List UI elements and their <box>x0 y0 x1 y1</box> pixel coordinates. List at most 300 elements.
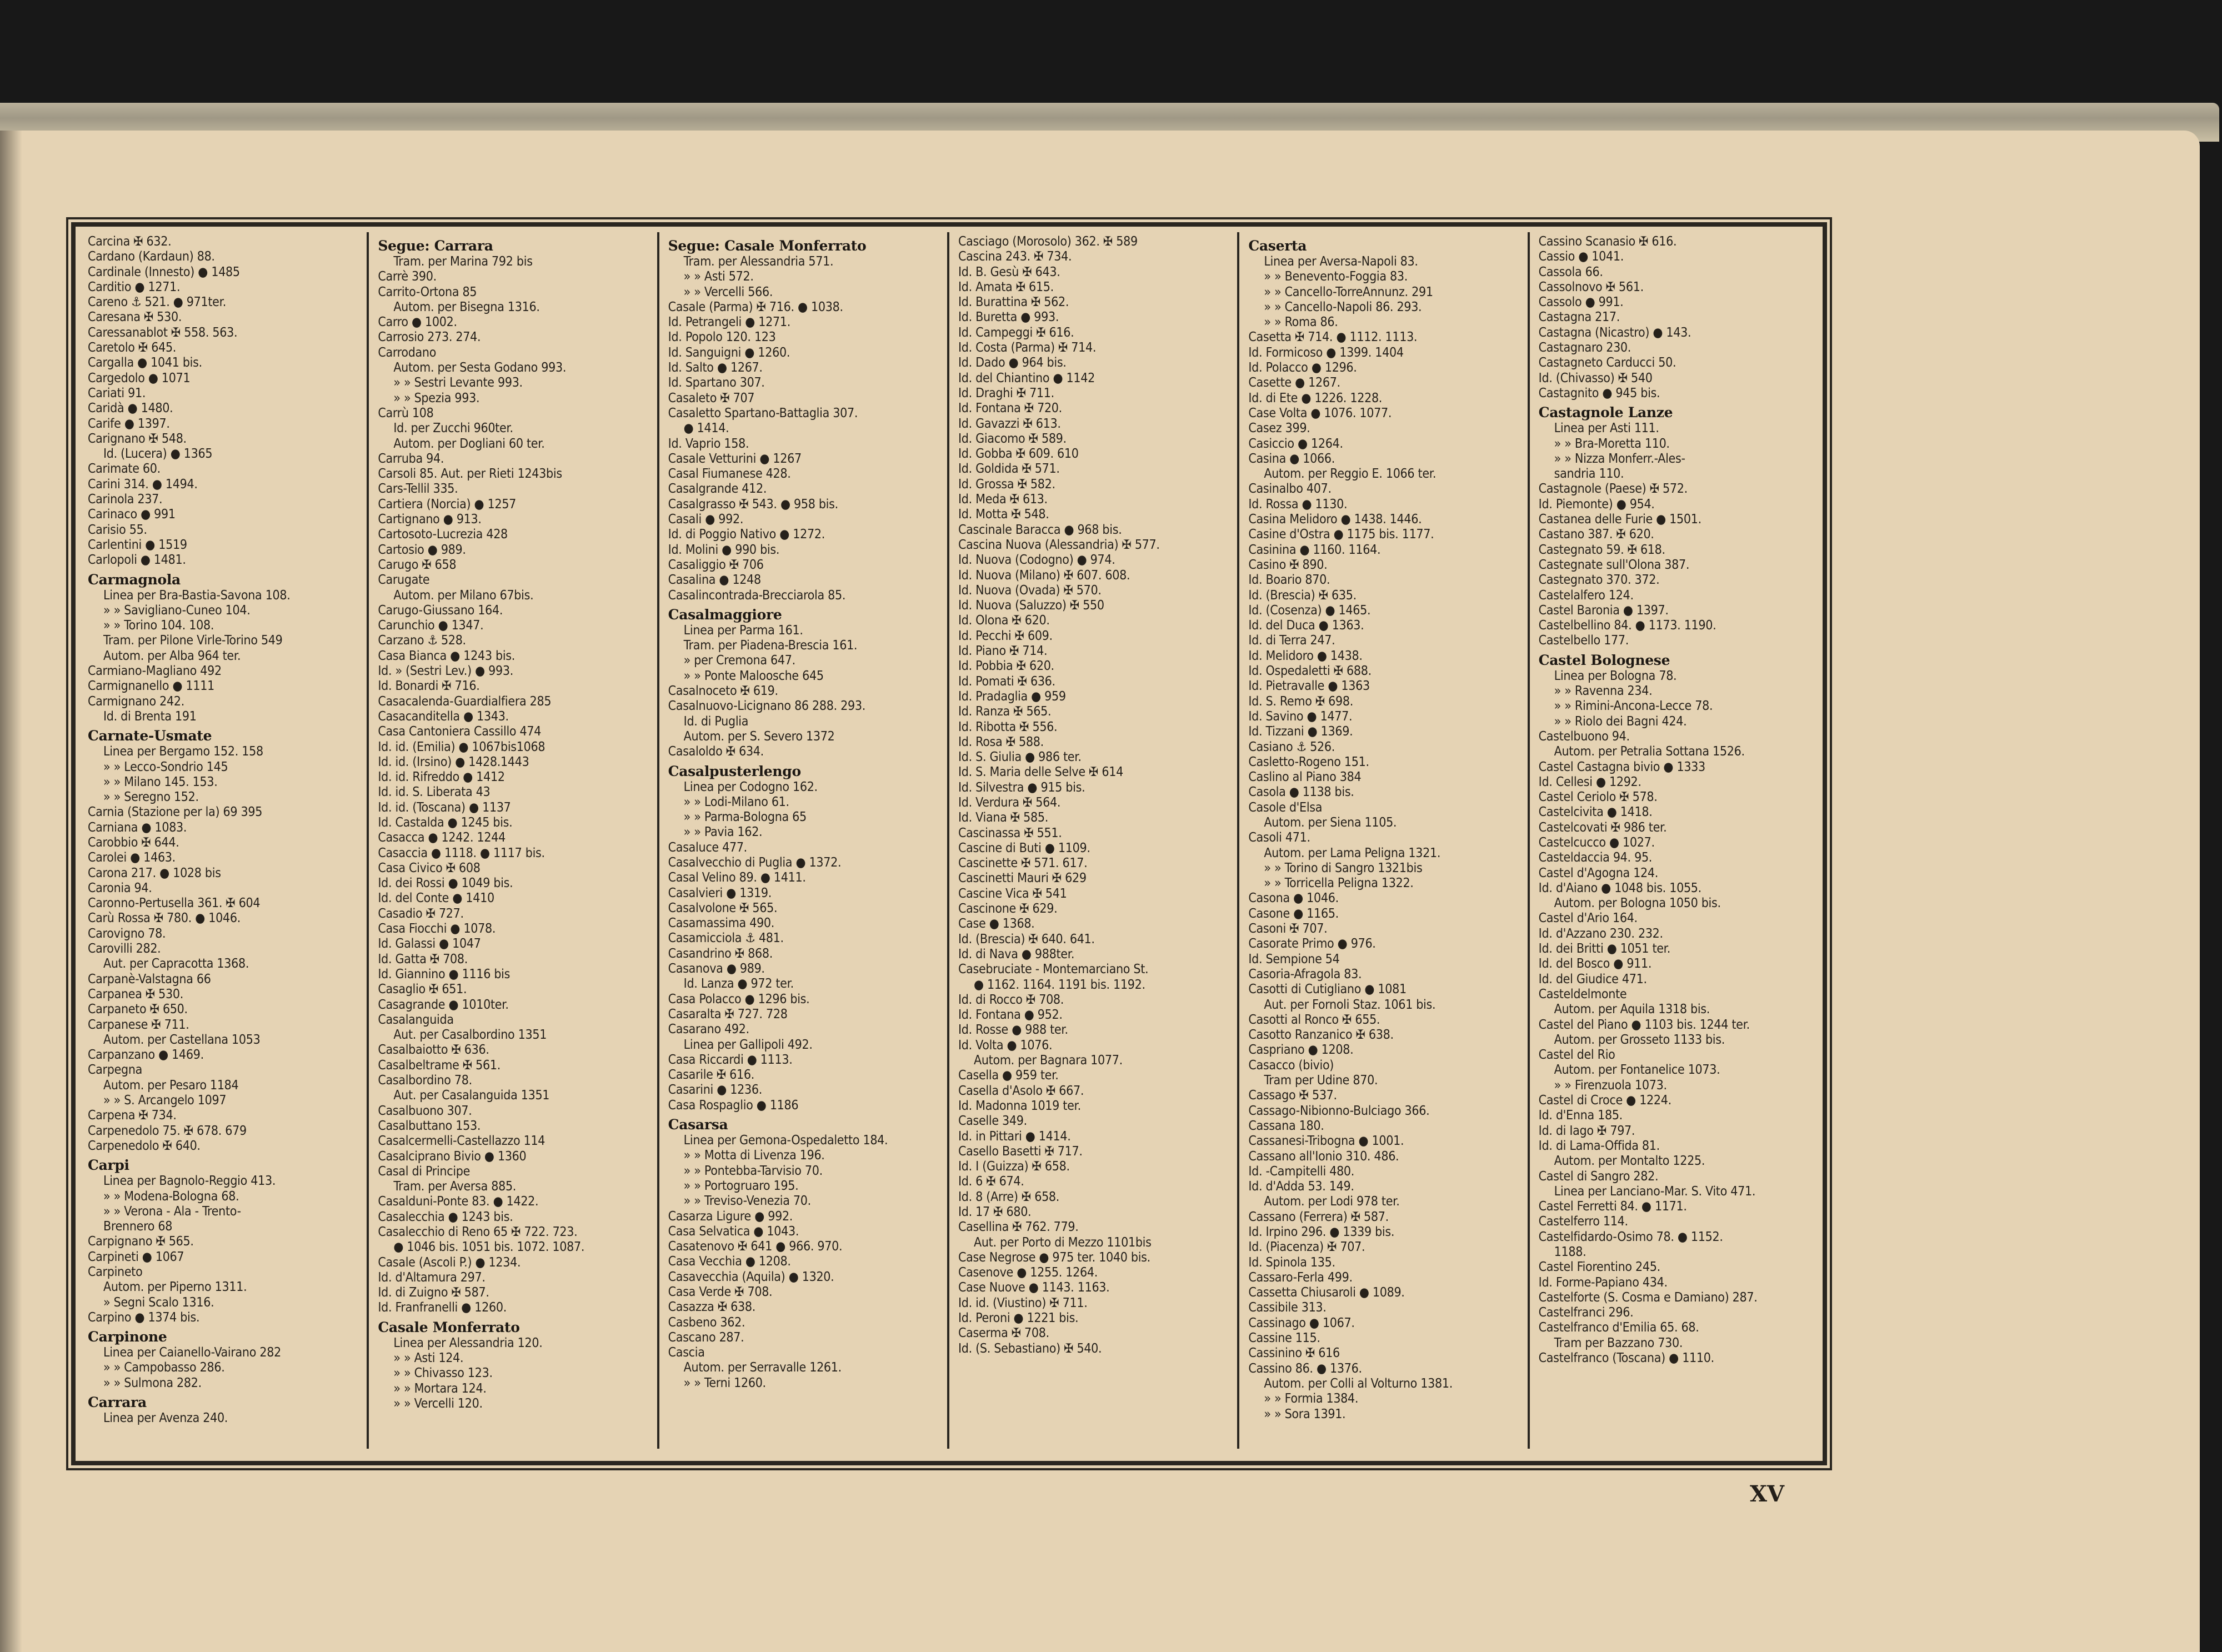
index-entry: Castel d'Agogna 124. <box>1538 865 1659 880</box>
index-entry: Id. Meda ✠ 613. <box>958 492 1048 507</box>
index-entry: Casaliggio ✠ 706 <box>668 557 764 572</box>
index-entry: Id. Irpino 296. ● 1339 bis. <box>1248 1225 1395 1239</box>
index-entry: Cassaro-Ferla 499. <box>1248 1270 1353 1285</box>
index-entry: Casaralta ✠ 727. 728 <box>668 1007 788 1022</box>
index-entry: Id. Popolo 120. 123 <box>668 330 776 345</box>
index-entry: Casalciprano Bivio ● 1360 <box>378 1149 527 1164</box>
index-entry: Id. Forme-Papiano 434. <box>1538 1275 1668 1290</box>
index-entry: Linea per Caianello-Vairano 282 <box>103 1345 281 1360</box>
index-entry: Id. Spartano 307. <box>668 376 765 391</box>
index-entry: Castelfranci 296. <box>1538 1305 1634 1320</box>
index-entry: Id. Nuova (Milano) ✠ 607. 608. <box>958 568 1130 583</box>
index-entry: Id. (Lucera) ● 1365 <box>103 447 213 462</box>
index-entry: » » Benevento-Foggia 83. <box>1264 269 1408 284</box>
index-entry: Casorate Primo ● 976. <box>1248 937 1376 952</box>
index-entry: Autom. per Petralia Sottana 1526. <box>1554 744 1745 759</box>
index-entry: Cassetta Chiusaroli ● 1089. <box>1248 1285 1405 1300</box>
index-entry: Id. Ribotta ✠ 556. <box>958 719 1058 734</box>
index-entry: Id. (Cosenza) ● 1465. <box>1248 603 1371 618</box>
index-heading: Casalmaggiore <box>668 606 782 623</box>
index-entry: Carpineti ● 1067 <box>88 1249 184 1264</box>
index-entry: » » Ponte Maloosche 645 <box>683 668 824 683</box>
index-entry: sandria 110. <box>1554 467 1624 482</box>
index-entry: Id. (Chivasso) ✠ 540 <box>1538 371 1653 386</box>
index-entry: Cardano (Kardaun) 88. <box>88 249 215 264</box>
index-entry: Carpanzano ● 1469. <box>88 1048 204 1063</box>
index-entry: » » S. Arcangelo 1097 <box>103 1093 227 1108</box>
index-entry: Castegnato 370. 372. <box>1538 573 1660 588</box>
index-entry: Id. id. Rifreddo ● 1412 <box>378 770 505 785</box>
index-entry: » » Asti 124. <box>393 1351 464 1366</box>
index-entry: Carditio ● 1271. <box>88 279 181 294</box>
index-entry: Linea per Gemona-Ospedaletto 184. <box>683 1133 888 1148</box>
index-entry: Castel d'Ario 164. <box>1538 911 1638 926</box>
index-entry: Casotti di Cutigliano ● 1081 <box>1248 982 1407 997</box>
index-entry: » » Bra-Moretta 110. <box>1554 436 1670 451</box>
index-entry: Casoli 471. <box>1248 830 1310 845</box>
index-entry: Castanea delle Furie ● 1501. <box>1538 512 1701 527</box>
index-entry: Case Volta ● 1076. 1077. <box>1248 406 1392 420</box>
index-entry: Casalecchio di Reno 65 ✠ 722. 723. <box>378 1225 578 1239</box>
index-entry: Id. Buretta ● 993. <box>958 310 1059 325</box>
index-entry: Casanova ● 989. <box>668 962 765 977</box>
index-entry: » » Asti 572. <box>683 269 754 284</box>
index-entry: Id. Savino ● 1477. <box>1248 709 1353 724</box>
index-entry: Casina ● 1066. <box>1248 451 1335 466</box>
index-entry: Id. Fontana ✠ 720. <box>958 401 1062 416</box>
index-entry: Castelfranco d'Emilia 65. 68. <box>1538 1320 1699 1335</box>
index-entry: » Segni Scalo 1316. <box>103 1295 214 1310</box>
index-entry: Cassanesi-Tribogna ● 1001. <box>1248 1134 1404 1149</box>
index-entry: Casacca ● 1242. 1244 <box>378 830 506 845</box>
index-entry: Castagneto Carducci 50. <box>1538 356 1676 371</box>
index-entry: Casaglio ✠ 651. <box>378 982 467 997</box>
index-entry: Id. Giacomo ✠ 589. <box>958 431 1067 446</box>
index-entry: Id. Rosa ✠ 588. <box>958 734 1044 749</box>
index-entry: Id. S. Maria delle Selve ✠ 614 <box>958 765 1123 780</box>
index-entry: Tram. per Piadena-Brescia 161. <box>683 638 858 653</box>
index-column-2 <box>367 232 657 1449</box>
index-entry: Cassola 66. <box>1538 264 1603 279</box>
index-entry: Castel Ceriolo ✠ 578. <box>1538 790 1658 805</box>
index-entry: Id. S. Giulia ● 986 ter. <box>958 750 1082 765</box>
index-entry: Carugate <box>378 573 430 588</box>
index-entry: Castelbellino 84. ● 1173. 1190. <box>1538 618 1716 633</box>
index-entry: Autom. per Dogliani 60 ter. <box>393 436 545 451</box>
index-entry: » » Cancello-Napoli 86. 293. <box>1264 299 1422 314</box>
index-entry: Aut. per Porto di Mezzo 1101bis <box>973 1235 1152 1250</box>
page-number: XV <box>1750 1481 1785 1507</box>
index-entry: Casa Riccardi ● 1113. <box>668 1052 793 1067</box>
index-entry: Casbeno 362. <box>668 1315 745 1330</box>
index-entry: Castano 387. ✠ 620. <box>1538 527 1654 542</box>
index-entry: Id. Fontana ● 952. <box>958 1008 1063 1023</box>
index-entry: Casalbuttano 153. <box>378 1118 481 1133</box>
index-entry: Id. Castalda ● 1245 bis. <box>378 815 513 830</box>
index-entry: Carpenedolo ✠ 640. <box>88 1138 201 1153</box>
index-entry: Cascine Vica ✠ 541 <box>958 886 1067 901</box>
index-entry: Cassolnovo ✠ 561. <box>1538 279 1644 294</box>
index-entry: » » Vercelli 120. <box>393 1396 483 1411</box>
index-entry: Tram. per Pilone Virle-Torino 549 <box>103 633 283 648</box>
index-entry: Carinola 237. <box>88 492 163 507</box>
index-entry: Caronia 94. <box>88 880 152 895</box>
index-entry: Casa Verde ✠ 708. <box>668 1285 773 1299</box>
index-entry: Casine d'Ostra ● 1175 bis. 1177. <box>1248 527 1434 542</box>
index-entry: Tram per Bazzano 730. <box>1554 1335 1683 1350</box>
index-entry: Castagnole (Paese) ✠ 572. <box>1538 482 1688 497</box>
index-entry: » » Modena-Bologna 68. <box>103 1189 239 1204</box>
index-entry: Casteldaccia 94. 95. <box>1538 850 1653 865</box>
index-entry: Id. di Puglia <box>683 714 749 729</box>
index-entry: Id. Olona ✠ 620. <box>958 613 1050 628</box>
index-entry: Id. id. (Toscana) ● 1137 <box>378 800 511 815</box>
index-entry: Id. Goldida ✠ 571. <box>958 462 1060 477</box>
index-entry: Casalvecchio di Puglia ● 1372. <box>668 855 842 870</box>
index-entry: Id. Molini ● 990 bis. <box>668 542 780 557</box>
index-entry: Carmiano-Magliano 492 <box>88 664 222 679</box>
index-entry: Carunchio ● 1347. <box>378 618 484 633</box>
index-entry: Linea per Bagnolo-Reggio 413. <box>103 1174 276 1189</box>
index-entry: Id. » (Sestri Lev.) ● 993. <box>378 664 514 679</box>
index-entry: Id. Bonardi ✠ 716. <box>378 679 480 694</box>
index-entry: Id. Sanguigni ● 1260. <box>668 345 790 360</box>
index-entry: Id. Pobbia ✠ 620. <box>958 659 1054 674</box>
index-entry: Id. Dado ● 964 bis. <box>958 356 1067 371</box>
index-entry: Carlentini ● 1519 <box>88 537 187 552</box>
index-entry: Cascia <box>668 1345 705 1360</box>
index-entry: Casola ● 1138 bis. <box>1248 785 1354 800</box>
index-entry: Casa Vecchia ● 1208. <box>668 1254 791 1269</box>
index-entry: Casacalenda-Guardialfiera 285 <box>378 694 552 709</box>
index-entry: Cascinone ✠ 629. <box>958 902 1058 917</box>
index-entry: Autom. per Sesta Godano 993. <box>393 361 567 376</box>
index-heading: Caserta <box>1248 238 1307 254</box>
index-entry: Linea per Lanciano-Mar. S. Vito 471. <box>1554 1184 1756 1199</box>
index-entry: » » Savigliano-Cuneo 104. <box>103 603 251 618</box>
index-entry: Id. Salto ● 1267. <box>668 361 763 376</box>
index-entry: Id. Gobba ✠ 609. 610 <box>958 447 1079 462</box>
index-entry: Id. di Brenta 191 <box>103 709 197 724</box>
index-entry: » » Pontebba-Tarvisio 70. <box>683 1163 823 1178</box>
index-entry: Casadio ✠ 727. <box>378 906 464 921</box>
index-entry: Cassibile 313. <box>1248 1300 1327 1315</box>
index-entry: Id. Rosse ● 988 ter. <box>958 1023 1068 1038</box>
index-entry: Id. Polacco ● 1296. <box>1248 361 1357 376</box>
index-entry: Cascinale Baracca ● 968 bis. <box>958 522 1122 537</box>
index-entry: Id. S. Remo ✠ 698. <box>1248 694 1353 709</box>
index-entry: Castelfidardo-Osimo 78. ● 1152. <box>1538 1229 1723 1244</box>
index-entry: Carruba 94. <box>378 451 444 466</box>
index-entry: Linea per Aversa-Napoli 83. <box>1264 254 1418 269</box>
index-entry: Id. Cellesi ● 1292. <box>1538 774 1642 789</box>
index-entry: » per Cremona 647. <box>683 653 795 668</box>
index-entry: Casalduni-Ponte 83. ● 1422. <box>378 1194 539 1209</box>
index-entry: Carinaco ● 991 <box>88 507 176 522</box>
index-entry: » » Verona - Ala - Trento- <box>103 1204 241 1219</box>
index-entry: Tram. per Marina 792 bis <box>393 254 533 269</box>
index-entry: Caserma ✠ 708. <box>958 1326 1049 1341</box>
index-entry: Carrodano <box>378 345 437 360</box>
index-entry: Careno ⚓ 521. ● 971ter. <box>88 295 226 310</box>
index-entry: Castagnito ● 945 bis. <box>1538 386 1660 401</box>
index-entry: Casarza Ligure ● 992. <box>668 1209 793 1224</box>
index-entry: Id. Pietravalle ● 1363 <box>1248 679 1370 694</box>
index-entry: Casoria-Afragola 83. <box>1248 967 1362 982</box>
index-entry: Casotti al Ronco ✠ 655. <box>1248 1012 1380 1027</box>
index-entry: Id. Rossa ● 1130. <box>1248 497 1348 512</box>
index-entry: Autom. per Piperno 1311. <box>103 1280 247 1295</box>
index-entry: Carpanese ✠ 711. <box>88 1017 189 1032</box>
index-entry: Cassio ● 1041. <box>1538 249 1624 264</box>
index-heading: Carpinone <box>88 1329 167 1345</box>
index-entry: ● 1162. 1164. 1191 bis. 1192. <box>973 977 1145 992</box>
index-entry: Id. Amata ✠ 615. <box>958 279 1054 294</box>
index-entry: Casalbeltrame ✠ 561. <box>378 1058 501 1073</box>
index-entry: Id. Sempione 54 <box>1248 952 1340 967</box>
index-entry: Casalbuono 307. <box>378 1103 472 1118</box>
index-column-1 <box>79 232 367 1449</box>
index-entry: Id. Motta ✠ 548. <box>958 507 1049 522</box>
index-entry: Id. del Giudice 471. <box>1538 972 1647 987</box>
index-entry: Castelbuono 94. <box>1538 729 1630 744</box>
index-entry: Castelfranco (Toscana) ● 1110. <box>1538 1351 1714 1366</box>
index-entry: Carrosio 273. 274. <box>378 330 481 345</box>
index-entry: Autom. per Bologna 1050 bis. <box>1554 896 1721 911</box>
index-entry: Caronno-Pertusella 361. ✠ 604 <box>88 896 261 911</box>
index-entry: Cassana 180. <box>1248 1118 1324 1133</box>
index-entry: Casellina ✠ 762. 779. <box>958 1220 1079 1235</box>
index-heading: Segue: Carrara <box>378 238 493 254</box>
spine-shadow <box>0 131 22 1652</box>
index-heading: Carpi <box>88 1157 129 1174</box>
index-entry: Id. Piano ✠ 714. <box>958 644 1048 659</box>
index-entry: Autom. per Bagnara 1077. <box>973 1053 1123 1068</box>
index-entry: Aut. per Capracotta 1368. <box>103 957 249 972</box>
index-entry: Id. Burattina ✠ 562. <box>958 295 1069 310</box>
index-entry: Cardinale (Innesto) ● 1485 <box>88 264 240 279</box>
index-entry: » » Portogruaro 195. <box>683 1178 799 1193</box>
index-entry: Cartiera (Norcia) ● 1257 <box>378 497 517 512</box>
index-entry: Id. Draghi ✠ 711. <box>958 386 1054 401</box>
index-entry: Id. in Pittari ● 1414. <box>958 1129 1071 1144</box>
index-entry: Carini 314. ● 1494. <box>88 477 198 492</box>
index-entry: Casavecchia (Aquila) ● 1320. <box>668 1269 834 1284</box>
index-entry: Casa Cantoniera Cassillo 474 <box>378 724 542 739</box>
index-entry: Id. 17 ✠ 680. <box>958 1205 1032 1219</box>
index-entry: Carpino ● 1374 bis. <box>88 1310 200 1325</box>
index-entry: » » Mortara 124. <box>393 1381 487 1396</box>
index-entry: Carpaneto ✠ 650. <box>88 1002 188 1017</box>
index-entry: Cassino Scanasio ✠ 616. <box>1538 234 1677 249</box>
index-entry: Id. Spinola 135. <box>1248 1255 1335 1270</box>
index-entry: Id. Franfranelli ● 1260. <box>378 1300 507 1315</box>
index-entry: Brennero 68 <box>103 1219 173 1234</box>
index-entry: Id. d'Altamura 297. <box>378 1270 486 1285</box>
index-entry: Caretolo ✠ 645. <box>88 341 177 356</box>
index-entry: Casteldelmonte <box>1538 987 1627 1002</box>
index-entry: » » Firenzuola 1073. <box>1554 1078 1667 1093</box>
index-entry: Tram. per Alessandria 571. <box>683 254 834 269</box>
index-entry: Casletto-Rogeno 151. <box>1248 754 1369 769</box>
index-entry: Casarini ● 1236. <box>668 1083 762 1098</box>
index-entry: Id. Formicoso ● 1399. 1404 <box>1248 345 1404 360</box>
index-entry: Castel Castagna bivio ● 1333 <box>1538 759 1705 774</box>
index-entry: » » Chivasso 123. <box>393 1366 493 1381</box>
index-entry: Autom. per Serravalle 1261. <box>683 1360 842 1375</box>
index-entry: Carù Rossa ✠ 780. ● 1046. <box>88 911 241 926</box>
index-entry: Casona ● 1046. <box>1248 891 1339 906</box>
index-entry: Tram. per Aversa 885. <box>393 1179 517 1194</box>
index-entry: Casamicciola ⚓ 481. <box>668 931 784 946</box>
index-entry: Casali ● 992. <box>668 512 744 527</box>
index-entry: Casalcermelli-Castellazzo 114 <box>378 1134 546 1149</box>
index-entry: Id. Pomati ✠ 636. <box>958 674 1055 689</box>
index-entry: Casaccia ● 1118. ● 1117 bis. <box>378 845 545 860</box>
index-entry: Id. (S. Sebastiano) ✠ 540. <box>958 1341 1102 1356</box>
index-entry: Cassolo ● 991. <box>1538 295 1624 310</box>
index-entry: Castagna 217. <box>1538 310 1620 325</box>
index-entry: Castel Ferretti 84. ● 1171. <box>1538 1199 1687 1214</box>
index-entry: Id. Tizzani ● 1369. <box>1248 724 1353 739</box>
index-entry: » » Vercelli 566. <box>683 284 773 299</box>
index-entry: Casina Melidoro ● 1438. 1446. <box>1248 512 1422 527</box>
index-entry: Casella ● 959 ter. <box>958 1068 1059 1083</box>
index-entry: Carmignano 242. <box>88 694 184 709</box>
index-entry: Carnia (Stazione per la) 69 395 <box>88 805 263 820</box>
index-entry: Cascinetti Mauri ✠ 629 <box>958 871 1087 886</box>
index-entry: Autom. per Lama Peligna 1321. <box>1264 845 1441 860</box>
index-heading: Casarsa <box>668 1117 728 1133</box>
index-entry: Linea per Bergamo 152. 158 <box>103 744 263 759</box>
index-entry: Carcina ✠ 632. <box>88 234 172 249</box>
index-entry: Casa Rospaglio ● 1186 <box>668 1098 799 1113</box>
index-columns <box>79 232 1818 1449</box>
index-entry: Linea per Avenza 240. <box>103 1411 228 1426</box>
index-entry: Casale (Parma) ✠ 716. ● 1038. <box>668 299 843 314</box>
index-entry: Cassago-Nibionno-Bulciago 366. <box>1248 1103 1430 1118</box>
index-entry: Autom. per Reggio E. 1066 ter. <box>1264 467 1437 482</box>
index-entry: Casebruciate - Montemarciano St. <box>958 962 1149 977</box>
index-heading: Casale Monferrato <box>378 1319 520 1335</box>
index-entry: Casiccio ● 1264. <box>1248 436 1343 451</box>
index-entry: Casale (Ascoli P.) ● 1234. <box>378 1255 521 1270</box>
index-entry: Id. Nuova (Codogno) ● 974. <box>958 553 1115 568</box>
index-entry: » » Lodi-Milano 61. <box>683 794 789 809</box>
index-entry: » » Formia 1384. <box>1264 1391 1359 1406</box>
index-entry: Tram per Udine 870. <box>1264 1073 1378 1088</box>
index-entry: » » Treviso-Venezia 70. <box>683 1194 811 1209</box>
index-entry: Cascano 287. <box>668 1330 744 1345</box>
index-entry: Id. Petrangeli ● 1271. <box>668 315 791 330</box>
index-entry: Casone ● 1165. <box>1248 906 1339 921</box>
index-entry: Aut. per Fornoli Staz. 1061 bis. <box>1264 997 1436 1012</box>
index-entry: Casello Basetti ✠ 717. <box>958 1144 1083 1159</box>
index-entry: Cassine 115. <box>1248 1331 1320 1346</box>
index-entry: Casino ✠ 890. <box>1248 557 1328 572</box>
index-entry: Autom. per Alba 964 ter. <box>103 648 241 663</box>
index-entry: Casa Selvatica ● 1043. <box>668 1224 799 1239</box>
index-entry: Casacco (bivio) <box>1248 1058 1334 1073</box>
index-entry: Casette ● 1267. <box>1248 376 1340 391</box>
index-entry: Carisio 55. <box>88 522 147 537</box>
index-entry: Carzano ⚓ 528. <box>378 633 466 648</box>
index-entry: Carpignano ✠ 565. <box>88 1234 194 1249</box>
index-entry: Aut. per Casalbordino 1351 <box>393 1028 547 1043</box>
index-entry: Casella d'Asolo ✠ 667. <box>958 1083 1084 1098</box>
index-entry: Id. Peroni ● 1221 bis. <box>958 1311 1079 1326</box>
index-entry: Linea per Bologna 78. <box>1554 668 1677 683</box>
index-entry: » » Torricella Peligna 1322. <box>1264 876 1414 891</box>
index-entry: » » Riolo dei Bagni 424. <box>1554 714 1687 729</box>
index-entry: Id. di Rocco ✠ 708. <box>958 992 1064 1007</box>
index-entry: » » Motta di Livenza 196. <box>683 1148 825 1163</box>
index-entry: Caslino al Piano 384 <box>1248 770 1362 785</box>
index-heading: Carnate-Usmate <box>88 728 212 744</box>
index-entry: Id. id. (Emilia) ● 1067bis1068 <box>378 739 546 754</box>
index-entry: Casalvolone ✠ 565. <box>668 900 778 915</box>
index-entry: Casatenovo ✠ 641 ● 966. 970. <box>668 1239 843 1254</box>
index-entry: » » Sestri Levante 993. <box>393 376 523 391</box>
index-entry: Carpegna <box>88 1063 143 1078</box>
index-heading: Segue: Casale Monferrato <box>668 238 867 254</box>
index-entry: Casarano 492. <box>668 1022 749 1037</box>
index-entry: Castel Fiorentino 245. <box>1538 1260 1660 1275</box>
index-entry: Id. Pradaglia ● 959 <box>958 689 1066 704</box>
index-entry: Casazza ✠ 638. <box>668 1300 755 1315</box>
index-entry: Id. Gatta ✠ 708. <box>378 952 468 967</box>
index-entry: Autom. per Montalto 1225. <box>1554 1154 1705 1169</box>
index-entry: Linea per Codogno 162. <box>683 779 818 794</box>
index-entry: Casarile ✠ 616. <box>668 1068 755 1083</box>
index-entry: Id. Ospedaletti ✠ 688. <box>1248 664 1372 679</box>
index-entry: Id. Gavazzi ✠ 613. <box>958 416 1061 431</box>
index-entry: Id. Verdura ✠ 564. <box>958 795 1061 810</box>
index-entry: Id. id. (Irsino) ● 1428.1443 <box>378 754 529 769</box>
index-heading: Casalpusterlengo <box>668 763 801 779</box>
index-entry: Autom. per Milano 67bis. <box>393 588 534 603</box>
index-entry: Cascinassa ✠ 551. <box>958 825 1062 840</box>
index-entry: Linea per Asti 111. <box>1554 421 1659 436</box>
index-entry: Casaleto ✠ 707 <box>668 391 755 406</box>
index-entry: Casinina ● 1160. 1164. <box>1248 542 1381 557</box>
index-entry: Id. id. S. Liberata 43 <box>378 785 491 800</box>
index-entry: Casalina ● 1248 <box>668 573 761 588</box>
index-entry: Caselle 349. <box>958 1114 1027 1129</box>
index-entry: Casalbordino 78. <box>378 1073 472 1088</box>
index-entry: Casalgrasso ✠ 543. ● 958 bis. <box>668 497 838 512</box>
index-entry: Casciago (Morosolo) 362. ✠ 589 <box>958 234 1138 249</box>
index-entry: Cassano all'Ionio 310. 486. <box>1248 1149 1399 1164</box>
index-entry: Carovigno 78. <box>88 926 166 941</box>
index-entry: Case Negrose ● 975 ter. 1040 bis. <box>958 1250 1150 1265</box>
index-entry: Casalgrande 412. <box>668 482 767 497</box>
index-entry: Casalnuovo-Licignano 86 288. 293. <box>668 699 866 714</box>
index-entry: ● 1046 bis. 1051 bis. 1072. 1087. <box>393 1240 585 1255</box>
index-entry: Autom. per Fontanelice 1073. <box>1554 1063 1720 1078</box>
index-entry: Id. di Zuigno ✠ 587. <box>378 1285 489 1300</box>
index-entry: Id. del Conte ● 1410 <box>378 891 494 906</box>
index-entry: Autom. per Bisegna 1316. <box>393 299 540 314</box>
index-entry: Autom. per S. Severo 1372 <box>683 729 835 744</box>
index-entry: Id. d'Aiano ● 1048 bis. 1055. <box>1538 880 1701 895</box>
index-entry: Id. (Brescia) ✠ 640. 641. <box>958 932 1095 947</box>
index-entry: Linea per Bra-Bastia-Savona 108. <box>103 588 291 603</box>
index-entry: Carrè 390. <box>378 269 437 284</box>
index-entry: » » Ravenna 234. <box>1554 684 1653 699</box>
index-entry: » » Torino di Sangro 1321bis <box>1264 860 1423 875</box>
index-entry: Id. Vaprio 158. <box>668 436 749 451</box>
